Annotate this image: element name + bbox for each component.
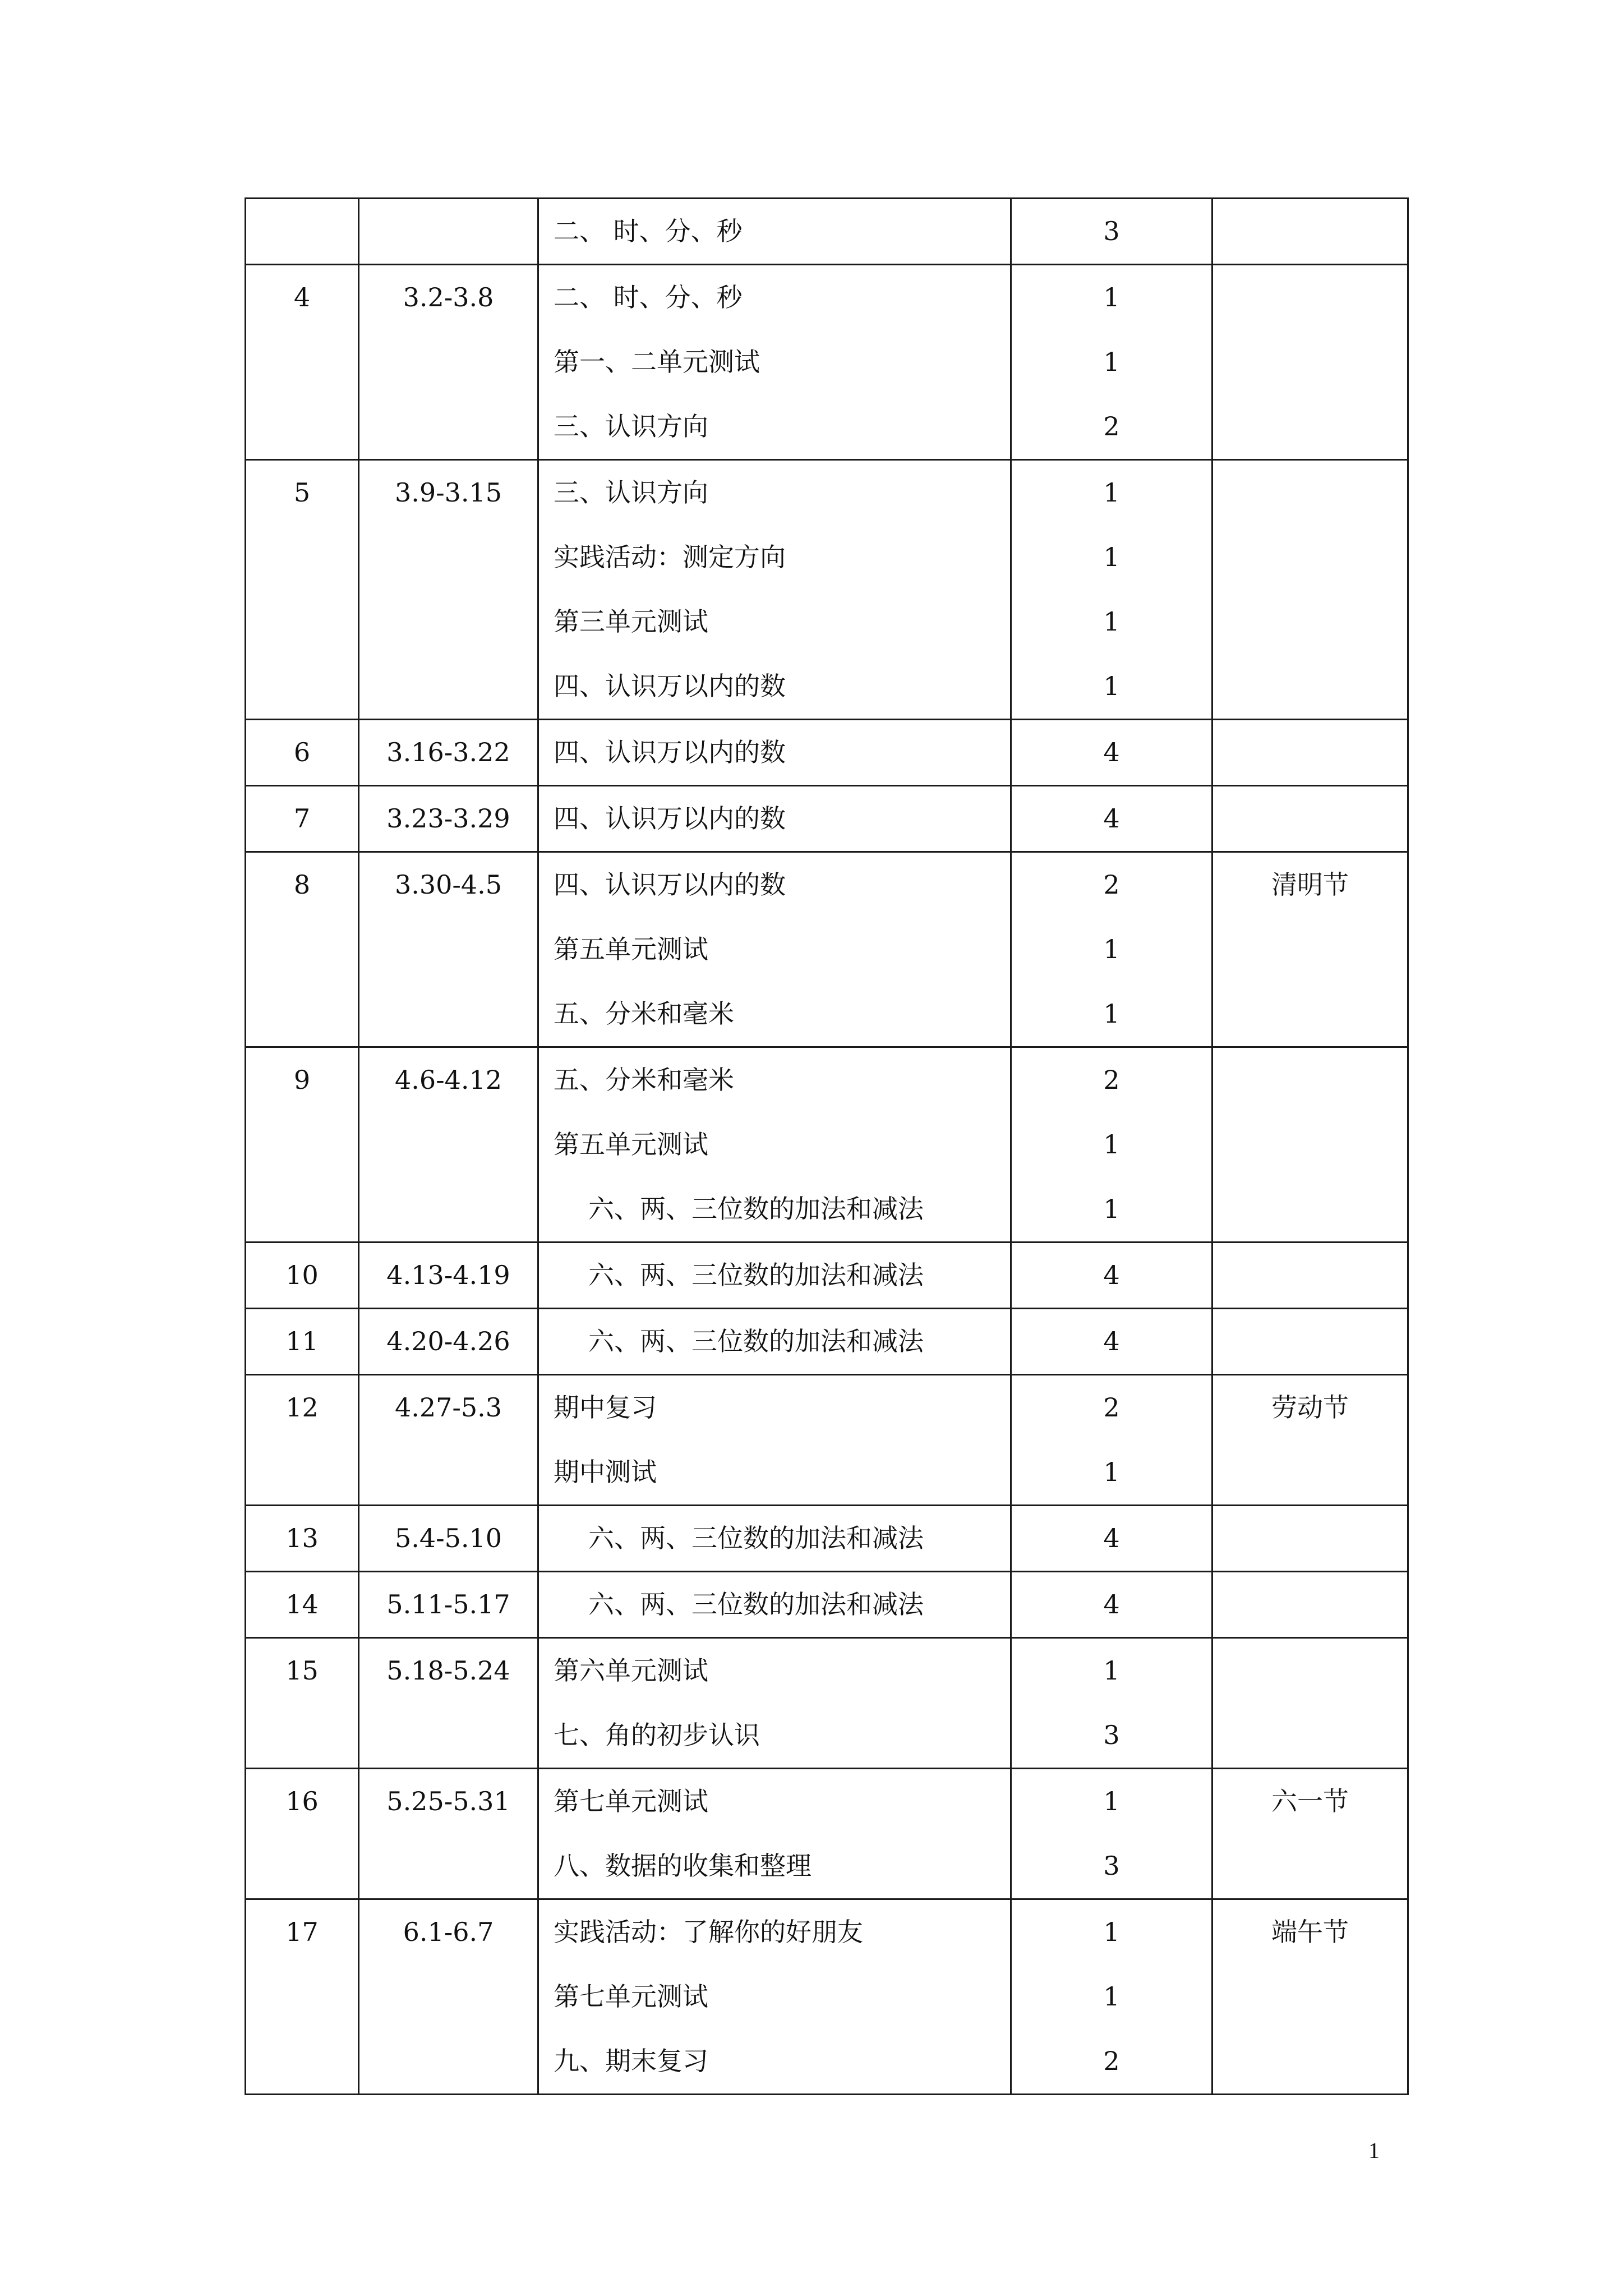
- lesson-content: 五、分米和毫米: [554, 999, 734, 1029]
- lesson-content: 第七单元测试: [554, 1981, 708, 2012]
- date-range: 4.6-4.12: [394, 1065, 502, 1095]
- content-cell: [538, 1899, 1011, 2095]
- holiday-note: [1213, 1639, 1407, 1703]
- table-row: [246, 460, 1408, 720]
- holiday-note: [1213, 199, 1407, 264]
- note-cell: [1212, 1375, 1408, 1506]
- content-cell: [538, 1243, 1011, 1309]
- holiday-note: [1213, 1048, 1407, 1112]
- hours-cell: [1011, 1899, 1212, 2095]
- week-number: 9: [293, 1065, 311, 1095]
- lesson-hours: 1: [1103, 1129, 1120, 1159]
- lesson-hours: 1: [1103, 1457, 1120, 1487]
- date-range: 3.9-3.15: [394, 477, 502, 508]
- date-range-cell: [359, 1375, 538, 1506]
- lesson-hours: 2: [1103, 2046, 1120, 2076]
- table-row: [246, 1572, 1408, 1638]
- content-cell: [538, 1769, 1011, 1899]
- note-cell: [1212, 852, 1408, 1047]
- note-cell: [1212, 1638, 1408, 1769]
- date-range: 3.23-3.29: [386, 803, 510, 834]
- lesson-content: 第一、二单元测试: [554, 347, 760, 377]
- lesson-content: 三、认识方向: [554, 411, 708, 441]
- note-cell: [1212, 786, 1408, 852]
- lesson-content: 二、 时、分、秒: [554, 282, 743, 312]
- week-number: [246, 199, 358, 264]
- table-row: [246, 720, 1408, 786]
- date-range-cell: [359, 852, 538, 1047]
- week-cell: [246, 786, 359, 852]
- note-cell: [1212, 720, 1408, 786]
- lesson-content: 五、分米和毫米: [554, 1065, 734, 1095]
- lesson-content: 六、两、三位数的加法和减法: [588, 1589, 924, 1619]
- date-range: 5.18-5.24: [386, 1655, 510, 1686]
- week-cell: [246, 1047, 359, 1243]
- week-cell: [246, 1506, 359, 1572]
- week-cell: [246, 199, 359, 265]
- content-cell: [538, 1506, 1011, 1572]
- week-number: 11: [285, 1326, 319, 1356]
- lesson-content: 六、两、三位数的加法和减法: [588, 1260, 924, 1290]
- content-cell: [538, 199, 1011, 265]
- hours-cell: [1011, 1638, 1212, 1769]
- hours-cell: [1011, 1506, 1212, 1572]
- holiday-note: [1213, 265, 1407, 330]
- content-cell: [538, 852, 1011, 1047]
- table-row: [246, 786, 1408, 852]
- lesson-content: 六、两、三位数的加法和减法: [588, 1326, 924, 1356]
- date-range: 3.30-4.5: [394, 869, 502, 900]
- date-range: 4.20-4.26: [386, 1326, 510, 1356]
- lesson-content: 四、认识万以内的数: [554, 869, 786, 900]
- lesson-content: 四、认识万以内的数: [554, 737, 786, 767]
- week-cell: [246, 1309, 359, 1375]
- hours-cell: [1011, 786, 1212, 852]
- table-row: [246, 199, 1408, 265]
- note-cell: [1212, 1506, 1408, 1572]
- schedule-body: [246, 199, 1408, 2095]
- lesson-hours: 1: [1103, 1194, 1120, 1224]
- lesson-hours: 4: [1103, 737, 1120, 767]
- content-cell: [538, 1375, 1011, 1506]
- content-cell: [538, 1638, 1011, 1769]
- date-range: 5.4-5.10: [394, 1523, 502, 1553]
- hours-cell: [1011, 720, 1212, 786]
- week-number: 16: [285, 1786, 319, 1816]
- date-range: [359, 199, 537, 264]
- hours-cell: [1011, 1309, 1212, 1375]
- week-number: 7: [293, 803, 311, 834]
- date-range-cell: [359, 199, 538, 265]
- week-cell: [246, 1375, 359, 1506]
- holiday-note: [1213, 786, 1407, 851]
- lesson-hours: 3: [1103, 1851, 1120, 1881]
- date-range-cell: [359, 1899, 538, 2095]
- holiday-note: 六一节: [1271, 1786, 1349, 1816]
- table-row: [246, 1769, 1408, 1899]
- table-row: [246, 1638, 1408, 1769]
- lesson-content: 期中测试: [554, 1457, 657, 1487]
- table-row: [246, 1899, 1408, 2095]
- note-cell: [1212, 1769, 1408, 1899]
- note-cell: [1212, 460, 1408, 720]
- lesson-hours: 1: [1103, 542, 1120, 572]
- week-number: 8: [293, 869, 311, 900]
- lesson-content: 九、期末复习: [554, 2046, 708, 2076]
- lesson-content: 第三单元测试: [554, 606, 708, 637]
- date-range-cell: [359, 460, 538, 720]
- lesson-hours: 3: [1103, 216, 1120, 246]
- date-range-cell: [359, 1638, 538, 1769]
- lesson-hours: 4: [1103, 1523, 1120, 1553]
- lesson-content: 八、数据的收集和整理: [554, 1851, 811, 1881]
- holiday-note: 劳动节: [1271, 1392, 1349, 1423]
- lesson-content: 第七单元测试: [554, 1786, 708, 1816]
- week-number: 15: [285, 1655, 319, 1686]
- content-cell: [538, 1047, 1011, 1243]
- hours-cell: [1011, 1047, 1212, 1243]
- note-cell: [1212, 1572, 1408, 1638]
- week-number: 6: [293, 737, 311, 767]
- content-cell: [538, 786, 1011, 852]
- week-number: 5: [293, 477, 311, 508]
- note-cell: [1212, 1047, 1408, 1243]
- date-range: 5.11-5.17: [386, 1589, 510, 1619]
- table-row: [246, 1375, 1408, 1506]
- date-range-cell: [359, 265, 538, 460]
- lesson-hours: 4: [1103, 1260, 1120, 1290]
- note-cell: [1212, 1309, 1408, 1375]
- holiday-note: [1213, 1506, 1407, 1571]
- content-cell: [538, 460, 1011, 720]
- date-range: 3.16-3.22: [386, 737, 510, 767]
- week-cell: [246, 1572, 359, 1638]
- date-range-cell: [359, 1309, 538, 1375]
- date-range-cell: [359, 1047, 538, 1243]
- lesson-hours: 2: [1103, 411, 1120, 441]
- lesson-content: 四、认识万以内的数: [554, 671, 786, 701]
- date-range-cell: [359, 1506, 538, 1572]
- date-range-cell: [359, 1572, 538, 1638]
- lesson-hours: 1: [1103, 1917, 1120, 1947]
- content-cell: [538, 1309, 1011, 1375]
- week-cell: [246, 1769, 359, 1899]
- teaching-schedule-table: [245, 197, 1409, 2095]
- lesson-content: 三、认识方向: [554, 477, 708, 508]
- week-cell: [246, 1243, 359, 1309]
- date-range: 3.2-3.8: [403, 282, 494, 312]
- holiday-note: 清明节: [1271, 869, 1349, 900]
- week-cell: [246, 1638, 359, 1769]
- week-cell: [246, 460, 359, 720]
- week-number: 10: [285, 1260, 319, 1290]
- lesson-hours: 4: [1103, 1326, 1120, 1356]
- holiday-note: [1213, 720, 1407, 785]
- hours-cell: [1011, 460, 1212, 720]
- lesson-content: 六、两、三位数的加法和减法: [588, 1194, 924, 1224]
- lesson-hours: 1: [1103, 934, 1120, 964]
- week-number: 12: [285, 1392, 319, 1423]
- lesson-hours: 1: [1103, 477, 1120, 508]
- table-row: [246, 265, 1408, 460]
- lesson-hours: 1: [1103, 606, 1120, 637]
- note-cell: [1212, 1899, 1408, 2095]
- week-number: 13: [285, 1523, 319, 1553]
- week-cell: [246, 852, 359, 1047]
- lesson-hours: 1: [1103, 1786, 1120, 1816]
- content-cell: [538, 1572, 1011, 1638]
- lesson-hours: 1: [1103, 999, 1120, 1029]
- table-row: [246, 1047, 1408, 1243]
- week-number: 17: [285, 1917, 319, 1947]
- lesson-hours: 1: [1103, 1981, 1120, 2012]
- lesson-hours: 1: [1103, 1655, 1120, 1686]
- lesson-content: 七、角的初步认识: [554, 1720, 760, 1750]
- table-row: [246, 1506, 1408, 1572]
- lesson-content: 第五单元测试: [554, 1129, 708, 1159]
- date-range-cell: [359, 1769, 538, 1899]
- lesson-hours: 1: [1103, 347, 1120, 377]
- lesson-content: 二、 时、分、秒: [554, 216, 743, 246]
- holiday-note: [1213, 461, 1407, 525]
- note-cell: [1212, 265, 1408, 460]
- week-cell: [246, 720, 359, 786]
- holiday-note: [1213, 1572, 1407, 1637]
- week-number: 4: [293, 282, 311, 312]
- hours-cell: [1011, 1375, 1212, 1506]
- hours-cell: [1011, 1572, 1212, 1638]
- date-range: 6.1-6.7: [403, 1917, 494, 1947]
- lesson-hours: 2: [1103, 1065, 1120, 1095]
- hours-cell: [1011, 852, 1212, 1047]
- table-row: [246, 852, 1408, 1047]
- lesson-hours: 4: [1103, 1589, 1120, 1619]
- holiday-note: [1213, 1309, 1407, 1374]
- content-cell: [538, 720, 1011, 786]
- note-cell: [1212, 199, 1408, 265]
- lesson-content: 六、两、三位数的加法和减法: [588, 1523, 924, 1553]
- lesson-hours: 2: [1103, 1392, 1120, 1423]
- date-range-cell: [359, 1243, 538, 1309]
- table-row: [246, 1243, 1408, 1309]
- lesson-content: 第五单元测试: [554, 934, 708, 964]
- lesson-content: 实践活动：了解你的好朋友: [554, 1917, 863, 1947]
- lesson-hours: 2: [1103, 869, 1120, 900]
- date-range: 5.25-5.31: [386, 1786, 510, 1816]
- hours-cell: [1011, 1243, 1212, 1309]
- lesson-content: 第六单元测试: [554, 1655, 708, 1686]
- holiday-note: 端午节: [1271, 1917, 1349, 1947]
- date-range: 4.27-5.3: [394, 1392, 502, 1423]
- lesson-hours: 3: [1103, 1720, 1120, 1750]
- table-row: [246, 1309, 1408, 1375]
- date-range-cell: [359, 720, 538, 786]
- lesson-content: 期中复习: [554, 1392, 657, 1423]
- hours-cell: [1011, 265, 1212, 460]
- lesson-hours: 1: [1103, 282, 1120, 312]
- hours-cell: [1011, 199, 1212, 265]
- week-cell: [246, 1899, 359, 2095]
- note-cell: [1212, 1243, 1408, 1309]
- week-cell: [246, 265, 359, 460]
- content-cell: [538, 265, 1011, 460]
- holiday-note: [1213, 1243, 1407, 1308]
- lesson-content: 四、认识万以内的数: [554, 803, 786, 834]
- week-number: 14: [285, 1589, 319, 1619]
- lesson-hours: 4: [1103, 803, 1120, 834]
- date-range: 4.13-4.19: [386, 1260, 510, 1290]
- lesson-content: 实践活动：测定方向: [554, 542, 786, 572]
- lesson-hours: 1: [1103, 671, 1120, 701]
- date-range-cell: [359, 786, 538, 852]
- page-number: 1: [1368, 2138, 1380, 2163]
- hours-cell: [1011, 1769, 1212, 1899]
